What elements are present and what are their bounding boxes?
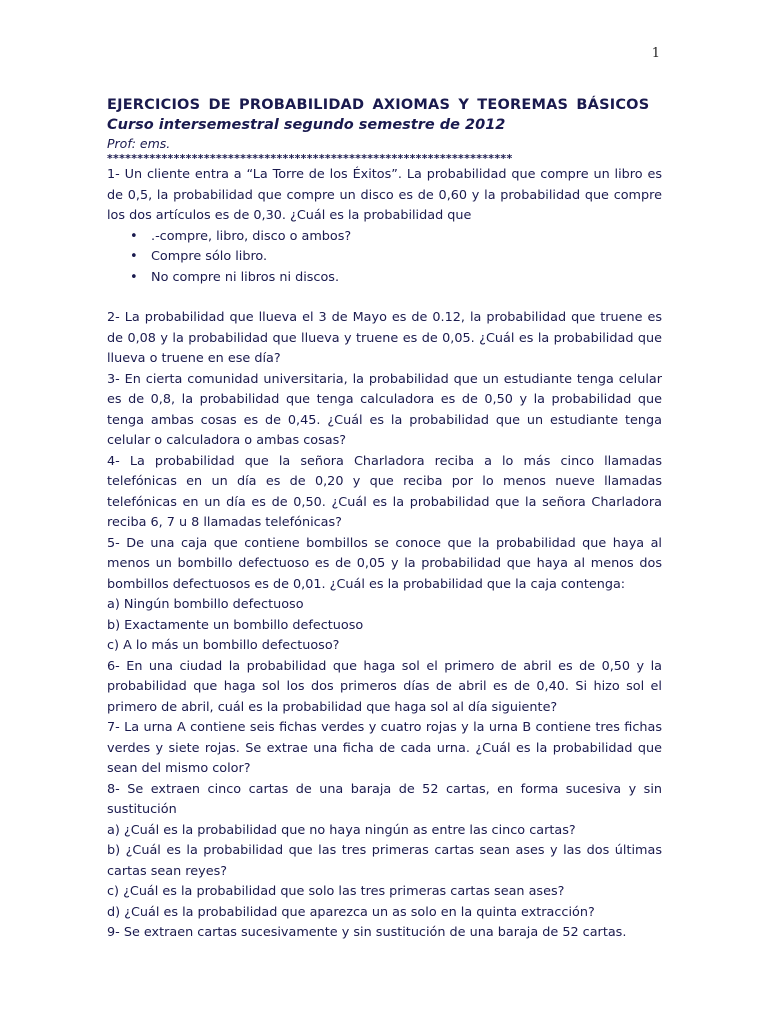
exercise-8-a: a) ¿Cuál es la probabilidad que no haya ningún as entre las cinco cartas? [107,822,576,838]
exercise-5-a: a) Ningún bombillo defectuoso [107,597,304,612]
exercise-2: 2- La probabilidad que llueva el 3 de Mayo es de 0.12, la probabilidad que truene es de 0,08 y la probabilidad que llueva y truene es de 0,05. ¿Cuál es la probabilidad que llueva o truene en ese día? [107,310,662,366]
exercise-9: 9- Se extraen cartas sucesivamente y sin sustitución de una baraja de 52 cartas. [107,925,627,940]
separator-line: ******************************************************************* [107,152,513,165]
document-body [107,95,662,944]
exercise-8: 8- Se extraen cinco cartas de una baraja de 52 cartas, en forma sucesiva y sin sustitución [107,781,662,817]
exercise-4: 4- La probabilidad que la señora Charladora reciba a lo más cinco llamadas telefónicas en un día es de 0,20 y que reciba por lo menos nueve llamadas telefónicas en un día es de 0,50. ¿Cuál es la probabilidad que la señora Charladora reciba 6, 7 u 8 llamadas telefónicas? [107,453,662,530]
document-title: EJERCICIOS DE PROBABILIDAD AXIOMAS Y TEOREMAS BÁSICOS [107,97,650,113]
exercise-8-b: b) ¿Cuál es la probabilidad que las tres primeras cartas sean ases y las dos últimas cartas sean reyes? [107,843,662,879]
list-item: • Compre sólo libro. [151,247,662,268]
exercise-6: 6- En una ciudad la probabilidad que haga sol el primero de abril es de 0,50 y la probabilidad que haga sol los dos primeros días de abril es de 0,40. Si hizo sol el primero de abril, cuál es la probabilidad que haga sol al día siguiente? [107,658,662,715]
exercise-7: 7- La urna A contiene seis fichas verdes y cuatro rojas y la urna B contiene tres fichas verdes y siete rojas. Se extrae una ficha de cada urna. ¿Cuál es la probabilidad que sean del mismo color? [107,720,662,776]
exercise-5-c: c) A lo más un bombillo defectuoso? [107,638,340,653]
professor-line: Prof: ems. [107,136,171,151]
exercise-5: 5- De una caja que contiene bombillos se conoce que la probabilidad que haya al menos un bombillo defectuoso es de 0,05 y la probabilidad que haya al menos dos bombillos defectuosos es de 0,01. ¿Cuál es la probabilidad que la caja contenga: [107,535,662,592]
list-item: • No compre ni libros ni discos. [151,268,662,289]
bullet-icon: • [130,269,138,285]
document-subtitle: Curso intersemestral segundo semestre de 2012 [107,117,506,133]
exercise-5-b: b) Exactamente un bombillo defectuoso [107,617,364,633]
exercise-8-c: c) ¿Cuál es la probabilidad que solo las tres primeras cartas sean ases? [107,884,565,899]
exercise-1: 1- Un cliente entra a “La Torre de los Éxitos”. La probabilidad que compre un libro es de 0,5, la probabilidad que compre un disco es de 0,60 y la probabilidad que compre los dos artículos es de 0,30. ¿Cuál es la probabilidad que [107,167,662,223]
bullet-icon: • [130,228,138,244]
exercise-3: 3- En cierta comunidad universitaria, la probabilidad que un estudiante tenga celular es de 0,8, la probabilidad que tenga calculadora es de 0,50 y la probabilidad que tenga ambas cosas es de 0,45. ¿Cuál es la probabilidad que un estudiante tenga celular o calculadora o ambas cosas? [107,371,662,448]
list-item: • .-compre, libro, disco o ambos? [151,227,662,248]
page-number: 1 [651,46,660,61]
exercise-1-list [107,227,662,289]
bullet-icon: • [130,249,138,264]
exercise-8-d: d) ¿Cuál es la probabilidad que aparezca un as solo en la quinta extracción? [107,904,595,920]
